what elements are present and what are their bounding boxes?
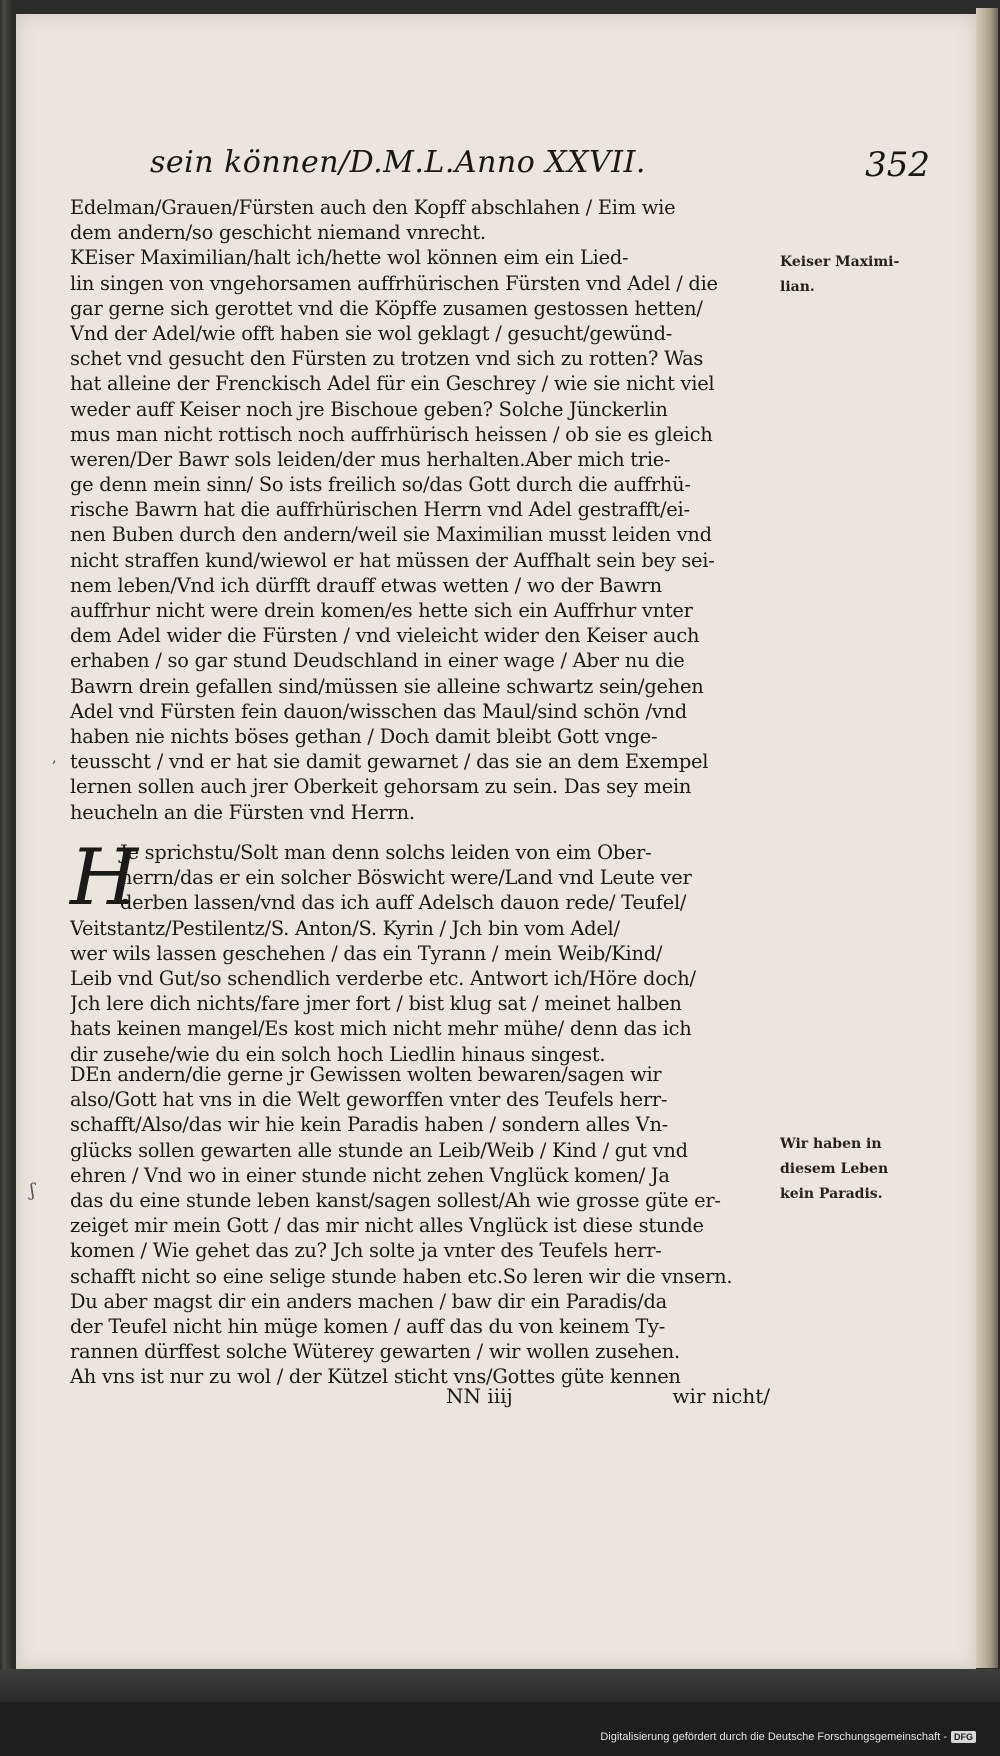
text-line: ehren / Vnd wo in einer stunde nicht zehen Vnglück komen/ Ja	[70, 1163, 670, 1187]
text-line: gar gerne sich gerottet vnd die Köpffe zusamen gestossen hetten/	[70, 296, 703, 320]
text-line: hat alleine der Frenckisch Adel für ein Geschrey / wie sie nicht viel	[70, 372, 715, 396]
text-line: glücks sollen gewarten alle stunde an Leib/Weib / Kind / gut vnd	[70, 1138, 688, 1162]
text-line: hats keinen mangel/Es kost mich nicht mehr mühe/ denn das ich	[70, 1017, 692, 1041]
margin-note-line: Keiser Maximi-	[780, 254, 900, 270]
text-line: schet vnd gesucht den Fürsten zu trotzen vnd sich zu rotten? Was	[70, 347, 704, 371]
margin-note-paradis	[780, 1132, 930, 1208]
text-line: Bawrn drein gefallen sind/müssen sie alleine schwartz sein/gehen	[70, 674, 704, 698]
margin-note-line: diesem Leben	[780, 1161, 889, 1178]
text-line: dem Adel wider die Fürsten / vnd vieleicht wider den Keiser auch	[70, 624, 700, 648]
dfg-logo: DFG	[951, 1731, 976, 1743]
text-line: derben lassen/vnd das ich auff Adelsch dauon rede/ Teufel/	[120, 891, 687, 915]
text-line: dem andern/so geschicht niemand vnrecht.	[70, 221, 486, 245]
text-line: DEn andern/die gerne jr Gewissen wolten bewaren/sagen wir	[70, 1063, 662, 1086]
text-line: schafft/Also/das wir hie kein Paradis haben / sondern alles Vn-	[70, 1113, 668, 1137]
text-line: auffrhur nicht were drein komen/es hette sich ein Auffrhur vnter	[70, 599, 693, 622]
margin-note-maximilian	[780, 250, 930, 300]
signature-mark: NN iiij	[446, 1384, 513, 1408]
text-line: komen / Wie gehet das zu? Jch solte ja vnter des Teufels herr-	[70, 1239, 662, 1263]
text-line: teusscht / vnd er hat sie damit gewarnet / das sie an dem Exempel	[70, 750, 709, 774]
text-line: haben nie nichts böses gethan / Doch damit bleibt Gott vnge-	[70, 724, 658, 748]
text-line: herrn/das er ein solcher Böswicht were/Land vnd Leute ver	[120, 866, 692, 890]
text-line: nem leben/Vnd ich dürfft drauff etwas wetten / wo der Bawrn	[70, 573, 662, 597]
margin-mark: ‚	[52, 750, 57, 766]
margin-note-line: kein Paradis.	[780, 1186, 883, 1203]
text-line: lin singen von vngehorsamen auffrhürischen Fürsten vnd Adel / die	[70, 271, 718, 295]
text-line: weren/Der Bawr sols leiden/der mus herhalten.Aber mich trie-	[70, 447, 671, 471]
text-line: wer wils lassen geschehen / das ein Tyrann / mein Weib/Kind/	[70, 941, 663, 965]
text-line: das du eine stunde leben kanst/sagen sollest/Ah wie grosse güte er-	[70, 1188, 721, 1212]
text-line: Veitstantz/Pestilentz/S. Anton/S. Kyrin / Jch bin vom Adel/	[70, 916, 620, 940]
text-line: also/Gott hat vns in die Welt geworffen vnter des Teufels herr-	[70, 1088, 668, 1112]
side-glyph: ʃ	[30, 1180, 35, 1201]
text-line: Leib vnd Gut/so schendlich verderbe etc. Antwort ich/Höre doch/	[70, 966, 696, 990]
text-line: Vnd der Adel/wie offt haben sie wol geklagt / gesucht/gewünd-	[70, 321, 673, 345]
text-line: Du aber magst dir ein anders machen / baw dir ein Paradis/da	[70, 1289, 667, 1313]
text-line: schafft nicht so eine selige stunde haben etc.So leren wir die vnsern.	[70, 1264, 733, 1288]
text-line: rannen dürffest solche Wüterey gewarten / wir wollen zusehen.	[70, 1340, 680, 1364]
text-line: Je sprichstu/Solt man denn solchs leiden von eim Ober-	[120, 841, 652, 864]
text-line: nen Buben durch den andern/weil sie Maximilian musst leiden vnd	[70, 523, 712, 547]
paragraph-1	[70, 195, 770, 825]
text-line: erhaben / so gar stund Deudschland in einer wage / Aber nu die	[70, 649, 685, 673]
text-line: nicht straffen kund/wiewol er hat müssen der Auffhalt sein bey sei-	[70, 548, 715, 572]
running-head: sein können/D.M.L.Anno XXVII.	[150, 145, 646, 180]
catchword: wir nicht/	[672, 1384, 770, 1408]
digitization-credit	[600, 1731, 976, 1743]
text-line: heucheln an die Fürsten vnd Herrn.	[70, 800, 415, 824]
catchword-row	[70, 1384, 770, 1412]
folio-number: 352	[865, 145, 930, 185]
scanner-band	[0, 1669, 1000, 1702]
drop-initial: H	[70, 833, 139, 923]
paragraph-2	[70, 833, 770, 1067]
text-line: zeiget mir mein Gott / das mir nicht alles Vnglück ist diese stunde	[70, 1214, 704, 1238]
text-line: Adel vnd Fürsten fein dauon/wisschen das Maul/sind schön /vnd	[70, 699, 687, 723]
page-header	[150, 145, 930, 191]
credit-text: Digitalisierung gefördert durch die Deutsche Forschungsgemeinschaft -	[600, 1731, 947, 1743]
text-line: weder auff Keiser noch jre Bischoue geben? Solche Jünckerlin	[70, 397, 668, 421]
page-edge	[976, 8, 998, 1668]
margin-note-line: Wir haben in	[780, 1136, 882, 1152]
text-line: KEiser Maximilian/halt ich/hette wol können eim ein Lied-	[70, 246, 629, 270]
text-line: ge denn mein sinn/ So ists freilich so/das Gott durch die auffrhü-	[70, 473, 691, 497]
text-line: Ah vns ist nur zu wol / der Kützel sticht vns/Gottes güte kennen	[70, 1365, 681, 1389]
paragraph-3	[70, 1062, 770, 1389]
text-line: dir zusehe/wie du ein solch hoch Liedlin hinaus singest.	[70, 1042, 606, 1066]
text-line: Jch lere dich nichts/fare jmer fort / bist klug sat / meinet halben	[70, 992, 682, 1016]
text-line: Edelman/Grauen/Fürsten auch den Kopff abschlahen / Eim wie	[70, 196, 676, 219]
text-line: mus man nicht rottisch noch auffrhürisch heissen / ob sie es gleich	[70, 422, 713, 446]
credit-strip	[0, 1702, 1000, 1756]
margin-note-line: lian.	[780, 279, 815, 296]
text-line: der Teufel nicht hin müge komen / auff das du von keinem Ty-	[70, 1314, 666, 1338]
text-line: lernen sollen auch jrer Oberkeit gehorsam zu sein. Das sey mein	[70, 775, 692, 799]
text-line: rische Bawrn hat die auffrhürischen Herrn vnd Adel gestrafft/ei-	[70, 498, 690, 522]
